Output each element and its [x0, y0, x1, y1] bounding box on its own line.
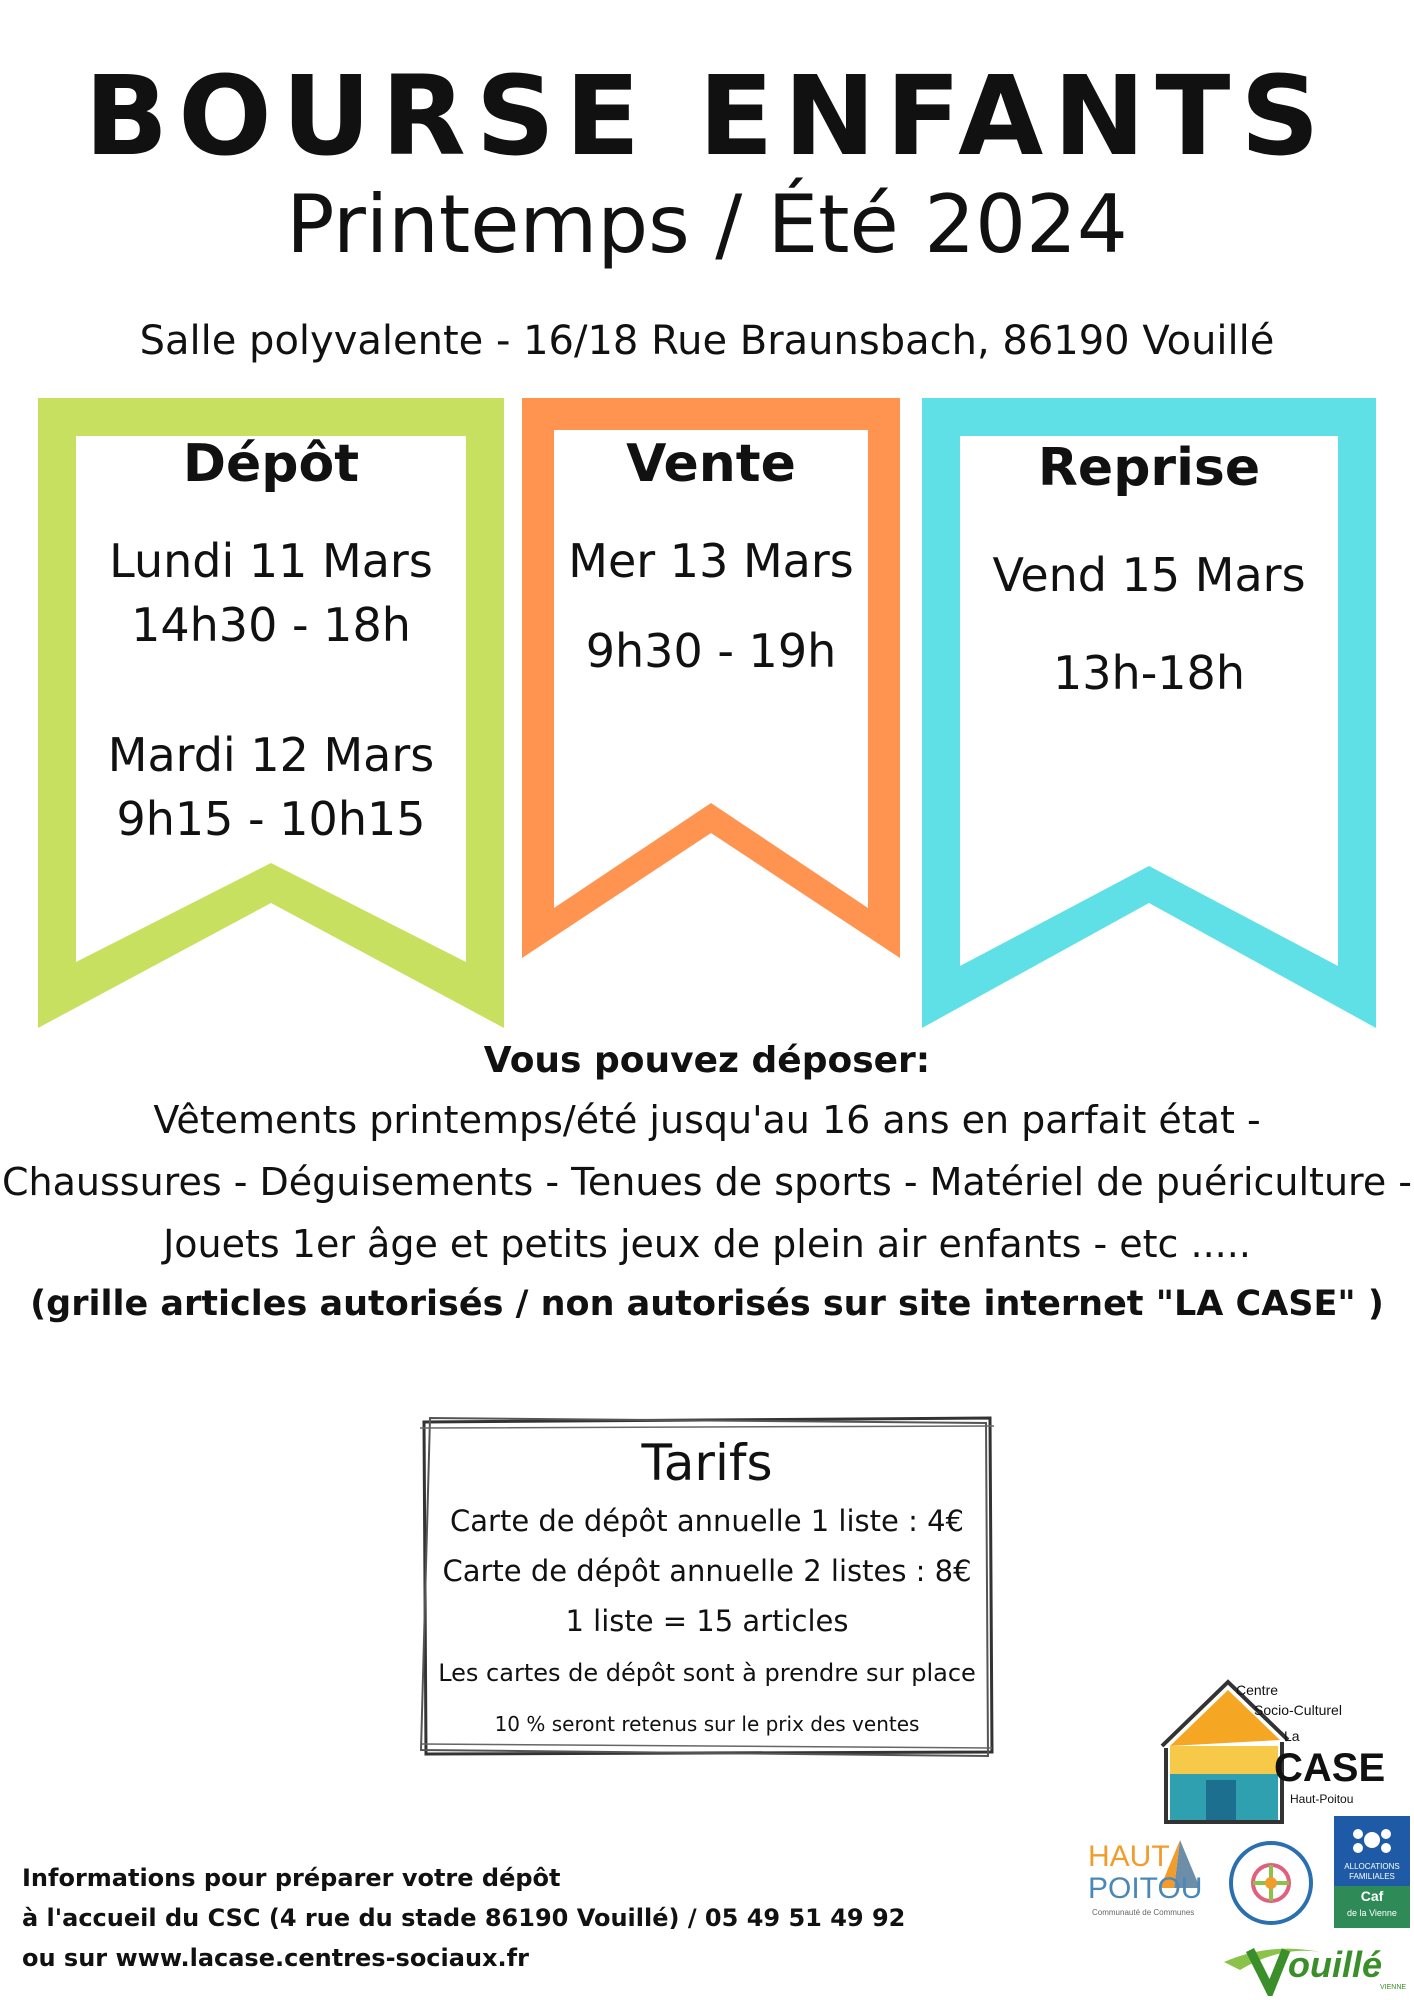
caf-text-4: de la Vienne: [1347, 1908, 1397, 1918]
tarifs-line: Carte de dépôt annuelle 1 liste : 4€: [450, 1504, 964, 1538]
deposit-line: Jouets 1er âge et petits jeux de plein air enfants - etc .....: [163, 1222, 1251, 1266]
banner-depot-line: Mardi 12 Mars: [107, 728, 435, 782]
banner-depot-line: 9h15 - 10h15: [116, 792, 426, 846]
caf-text-2: FAMILIALES: [1349, 1872, 1395, 1881]
banner-vente: [522, 398, 900, 958]
deposit-heading: Vous pouvez déposer:: [483, 1040, 931, 1081]
banner-reprise-line: Vend 15 Mars: [992, 548, 1306, 602]
banner-vente-heading: Vente: [626, 434, 796, 494]
banner-reprise: [922, 398, 1376, 1028]
vouille-text: ouillé: [1288, 1944, 1383, 1985]
tarifs-line: Carte de dépôt annuelle 2 listes : 8€: [442, 1554, 972, 1588]
hautpoitou-text-1: HAUT: [1088, 1840, 1170, 1873]
banner-depot-heading: Dépôt: [182, 434, 360, 494]
caf-family-icon: [1334, 1820, 1410, 1860]
banner-vente-line: 9h30 - 19h: [585, 624, 837, 678]
vouille-logo: [1220, 1940, 1410, 1996]
round-badge-icon: [1228, 1840, 1314, 1926]
poster-subtitle: Printemps / Été 2024: [286, 178, 1128, 271]
banner-depot-line: 14h30 - 18h: [131, 598, 411, 652]
lacase-text-1: Centre: [1236, 1682, 1279, 1698]
poster-title: BOURSE ENFANTS: [84, 52, 1330, 180]
banner-depot: [38, 398, 504, 1028]
lacase-text-4: CASE: [1274, 1746, 1386, 1790]
deposit-line: Chaussures - Déguisements - Tenues de sports - Matériel de puériculture -: [2, 1160, 1412, 1204]
hautpoitou-text-3: Communauté de Communes: [1092, 1908, 1195, 1917]
lacase-text-5: Haut-Poitou: [1290, 1792, 1354, 1806]
conference-badge: [1228, 1840, 1314, 1926]
banner-vente-line: Mer 13 Mars: [568, 534, 854, 588]
deposit-note: (grille articles autorisés / non autorisés sur site internet "LA CASE" ): [30, 1284, 1384, 1324]
hautpoitou-logo: [1088, 1836, 1216, 1926]
tarifs-title: Tarifs: [641, 1434, 773, 1492]
banner-reprise-line: 13h-18h: [1053, 646, 1245, 700]
info-line[interactable]: ou sur www.lacase.centres-sociaux.fr: [22, 1944, 529, 1972]
caf-logo: [1334, 1816, 1410, 1928]
venue-address: Salle polyvalente - 16/18 Rue Braunsbach, 86190 Vouillé: [139, 318, 1275, 364]
tarifs-line: 1 liste = 15 articles: [565, 1604, 849, 1638]
tarifs-line: 10 % seront retenus sur le prix des ventes: [494, 1712, 920, 1736]
lacase-logo: [1158, 1676, 1386, 1826]
banner-reprise-heading: Reprise: [1037, 438, 1261, 498]
tarifs-line: Les cartes de dépôt sont à prendre sur place: [438, 1659, 976, 1687]
caf-text-3: Caf: [1360, 1888, 1384, 1904]
info-line: Informations pour préparer votre dépôt: [22, 1864, 561, 1892]
caf-text-1: ALLOCATIONS: [1344, 1862, 1400, 1871]
deposit-line: Vêtements printemps/été jusqu'au 16 ans en parfait état -: [153, 1098, 1261, 1142]
tarifs-box: [418, 1414, 996, 1758]
info-line: à l'accueil du CSC (4 rue du stade 86190 Vouillé) / 05 49 51 49 92: [22, 1904, 906, 1932]
vouille-sub: VIENNE: [1380, 1984, 1407, 1991]
hautpoitou-text-2: POITOU: [1088, 1872, 1203, 1905]
banner-depot-line: Lundi 11 Mars: [109, 534, 433, 588]
lacase-text-3: La: [1284, 1728, 1300, 1744]
lacase-text-2: Socio-Culturel: [1254, 1702, 1342, 1718]
